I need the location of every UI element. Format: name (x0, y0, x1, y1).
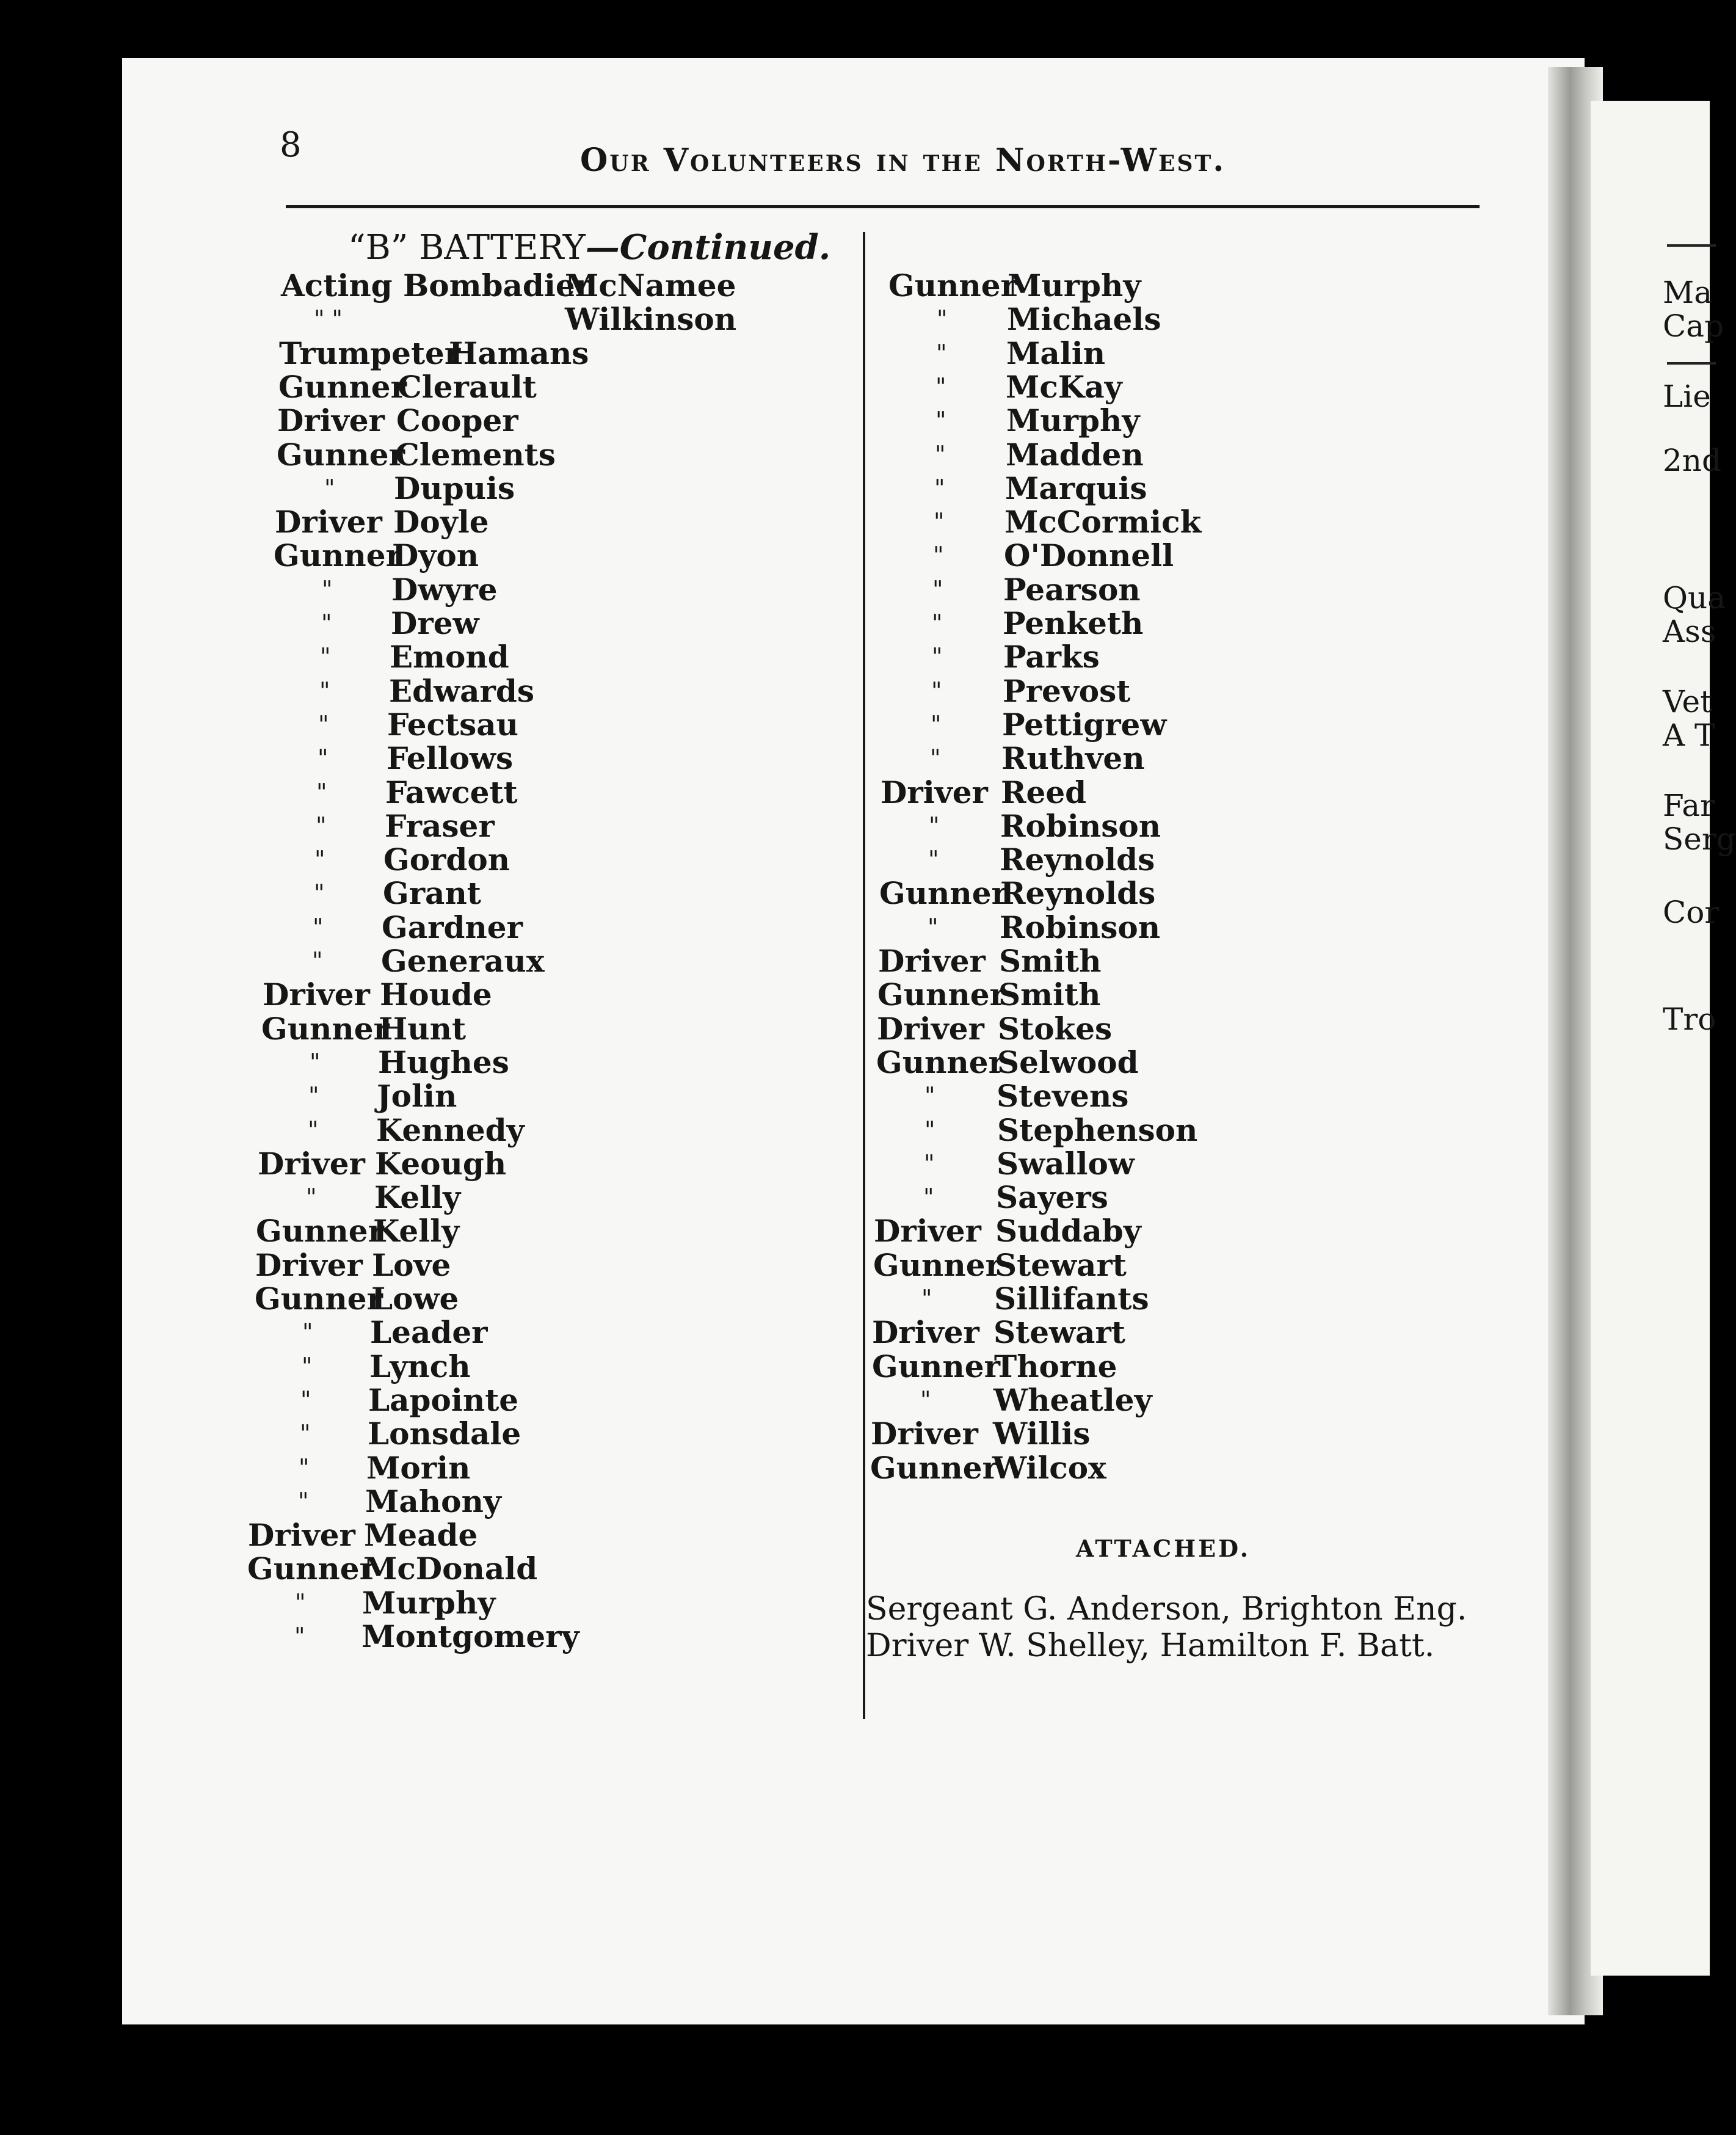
attached-line-2: Driver W. Shelley, Hamilton F. Batt. (866, 1628, 1435, 1664)
ditto-mark: " (928, 846, 939, 873)
ditto-mark: " (320, 643, 331, 670)
soldier-name: Willis (993, 1416, 1091, 1452)
ditto-mark: " " (314, 305, 343, 332)
soldier-name: Dyon (392, 537, 479, 573)
soldier-name: Kelly (373, 1213, 460, 1249)
ditto-mark: " (299, 1454, 310, 1481)
soldier-name: Lonsdale (368, 1416, 521, 1452)
soldier-name: Morin (366, 1450, 471, 1486)
ditto-mark: " (924, 1082, 935, 1109)
soldier-name: Robinson (1000, 808, 1161, 844)
ditto-mark: " (935, 407, 946, 434)
rank-label: Trumpeter (279, 335, 461, 371)
soldier-name: Lapointe (368, 1382, 519, 1418)
facing-page-fragment: A T (1663, 718, 1715, 753)
rank-label: Driver (248, 1517, 355, 1553)
column-rule-lower (863, 1099, 865, 1719)
rank-label: Driver (871, 1416, 978, 1452)
soldier-name: Stevens (997, 1078, 1129, 1114)
ditto-mark: " (937, 305, 948, 332)
ditto-mark: " (306, 1184, 317, 1210)
soldier-name: Leader (370, 1314, 488, 1350)
soldier-name: Sayers (996, 1179, 1108, 1215)
soldier-name: Hamans (449, 335, 589, 371)
soldier-name: Clements (395, 437, 556, 473)
soldier-name: Generaux (381, 943, 545, 979)
soldier-name: Fellows (387, 740, 514, 776)
soldier-name: Marquis (1005, 470, 1147, 506)
soldier-name: Dwyre (391, 572, 498, 608)
ditto-mark: " (318, 744, 329, 771)
soldier-name: Emond (390, 639, 509, 675)
soldier-name: Love (372, 1247, 451, 1283)
facing-page-fragment: Ass (1663, 614, 1716, 649)
soldier-name: Parks (1003, 639, 1100, 675)
soldier-name: Murphy (1006, 402, 1140, 438)
soldier-name: Wilkinson (565, 301, 737, 337)
ditto-mark: " (920, 1386, 931, 1413)
attached-heading: ATTACHED. (1076, 1535, 1251, 1562)
ditto-mark: " (930, 744, 941, 771)
ditto-mark: " (324, 475, 335, 501)
ditto-mark: " (936, 340, 947, 366)
rank-label: Gunner (261, 1011, 390, 1047)
facing-page-fragment: 2nd (1663, 443, 1722, 478)
section-continued: —Continued. (585, 227, 831, 267)
ditto-mark: " (924, 1116, 935, 1143)
soldier-name: Kennedy (376, 1112, 525, 1148)
soldier-name: Murphy (1008, 267, 1141, 304)
soldier-name: Kelly (374, 1179, 461, 1215)
ditto-mark: " (931, 711, 942, 738)
facing-page-fragment: Cor (1663, 895, 1720, 930)
running-head: Our Volunteers in the North-West. (580, 142, 1226, 179)
soldier-name: Gardner (382, 909, 523, 945)
soldier-name: Clerault (398, 369, 537, 405)
rank-label: Gunner (870, 1450, 998, 1486)
ditto-mark: " (935, 441, 946, 468)
section-title (348, 227, 830, 267)
ditto-mark: " (322, 576, 333, 603)
rank-label: Gunner (277, 437, 405, 473)
ditto-mark: " (294, 1623, 305, 1649)
soldier-name: Mahony (365, 1483, 501, 1519)
rank-label: Driver (255, 1247, 363, 1283)
rank-label: Acting Bombadier (281, 267, 592, 304)
soldier-name: Edwards (389, 673, 534, 709)
ditto-mark: " (295, 1589, 306, 1616)
ditto-mark: " (923, 1184, 934, 1210)
ditto-mark: " (313, 914, 324, 940)
ditto-mark: " (314, 846, 325, 873)
rank-label: Gunner (873, 1247, 1001, 1283)
rank-label: Driver (263, 977, 370, 1013)
rank-label: Driver (881, 774, 988, 810)
soldier-name: Grant (383, 875, 481, 911)
rank-label: Gunner (872, 1348, 1000, 1384)
ditto-mark: " (934, 475, 945, 501)
facing-page-edge (1591, 101, 1736, 1976)
soldier-name: Selwood (997, 1044, 1139, 1080)
facing-page-fragment: Ma (1663, 275, 1713, 310)
soldier-name: Houde (380, 977, 492, 1013)
ditto-mark: " (316, 779, 327, 806)
soldier-name: Lynch (369, 1348, 471, 1384)
soldier-name: Jolin (377, 1078, 457, 1114)
soldier-name: McKay (1006, 369, 1122, 405)
soldier-name: Murphy (362, 1585, 496, 1621)
ditto-mark: " (935, 373, 946, 400)
attached-line-1: Sergeant G. Anderson, Brighton Eng. (866, 1591, 1467, 1628)
rank-label: Gunner (879, 875, 1008, 911)
soldier-name: Malin (1006, 335, 1106, 371)
soldier-name: Dupuis (394, 470, 515, 506)
soldier-name: Pearson (1003, 572, 1141, 608)
ditto-mark: " (302, 1353, 313, 1380)
facing-page-rule (1667, 362, 1716, 365)
ditto-mark: " (308, 1116, 319, 1143)
facing-page-fragment: Cap (1663, 308, 1724, 344)
facing-page-rule (1667, 244, 1716, 247)
soldier-name: Meade (364, 1517, 478, 1553)
rank-label: Driver (878, 943, 986, 979)
rank-label: Driver (275, 504, 382, 540)
rank-label: Gunner (877, 977, 1006, 1013)
facing-page-fragment: Serg (1663, 821, 1736, 857)
rank-label: Driver (258, 1146, 365, 1182)
ditto-mark: " (929, 812, 940, 839)
facing-page-fragment: Qua (1663, 580, 1726, 616)
rank-label: Gunner (247, 1551, 376, 1587)
soldier-name: O'Donnell (1004, 537, 1174, 573)
soldier-name: McDonald (363, 1551, 538, 1587)
soldier-name: Lowe (371, 1281, 459, 1317)
ditto-mark: " (931, 677, 942, 704)
soldier-name: Smith (998, 977, 1101, 1013)
soldier-name: Stewart (993, 1314, 1125, 1350)
soldier-name: Robinson (1000, 909, 1161, 945)
soldier-name: Ruthven (1001, 740, 1145, 776)
ditto-mark: " (300, 1420, 311, 1447)
rank-label: Driver (277, 402, 385, 438)
facing-page-fragment: Lie (1663, 379, 1711, 414)
rank-label: Driver (877, 1011, 984, 1047)
soldier-name: Madden (1006, 437, 1144, 473)
soldier-name: Stewart (995, 1247, 1127, 1283)
rank-label: Gunner (256, 1213, 384, 1249)
rank-label: Driver (874, 1213, 981, 1249)
soldier-name: Cooper (396, 402, 518, 438)
soldier-name: Thorne (994, 1348, 1117, 1384)
soldier-name: Reynolds (1000, 875, 1156, 911)
soldier-name: Reed (1001, 774, 1087, 810)
soldier-name: Keough (375, 1146, 507, 1182)
soldier-name: Wilcox (992, 1450, 1106, 1486)
ditto-mark: " (312, 947, 323, 974)
facing-page-fragment: Far (1663, 788, 1715, 823)
ditto-mark: " (934, 508, 945, 535)
ditto-mark: " (298, 1488, 309, 1515)
ditto-mark: " (318, 711, 329, 738)
soldier-name: Drew (391, 605, 479, 641)
ditto-mark: " (319, 677, 330, 704)
soldier-name: Prevost (1003, 673, 1131, 709)
section-title-text: “B” BATTERY (348, 228, 586, 267)
soldier-name: McNamee (565, 267, 736, 304)
rank-label: Gunner (274, 537, 402, 573)
soldier-name: Michaels (1007, 301, 1161, 337)
ditto-mark: " (300, 1386, 311, 1413)
ditto-mark: " (308, 1082, 319, 1109)
soldier-name: Fawcett (385, 774, 518, 810)
soldier-name: Hunt (379, 1011, 467, 1047)
soldier-name: Penketh (1003, 605, 1144, 641)
soldier-name: Stephenson (997, 1112, 1198, 1148)
ditto-mark: " (316, 812, 327, 839)
soldier-name: Montgomery (361, 1618, 579, 1654)
soldier-name: Gordon (383, 842, 510, 878)
ditto-mark: " (928, 914, 939, 940)
ditto-mark: " (310, 1049, 321, 1075)
soldier-name: Fectsau (387, 707, 519, 743)
rank-label: Driver (872, 1314, 979, 1350)
page-number: 8 (280, 125, 302, 165)
rank-label: Gunner (278, 369, 407, 405)
ditto-mark: " (321, 609, 332, 636)
soldier-name: Reynolds (1000, 842, 1155, 878)
soldier-name: Swallow (997, 1146, 1135, 1182)
rank-label: Gunner (888, 267, 1017, 304)
column-rule-upper (863, 232, 865, 1099)
soldier-name: McCormick (1004, 504, 1202, 540)
rank-label: Gunner (255, 1281, 383, 1317)
ditto-mark: " (921, 1285, 932, 1312)
facing-page-fragment: Tro (1663, 1002, 1716, 1037)
rank-label: Gunner (876, 1044, 1004, 1080)
ditto-mark: " (302, 1318, 313, 1345)
soldier-name: Fraser (385, 808, 495, 844)
ditto-mark: " (932, 609, 943, 636)
soldier-name: Smith (999, 943, 1102, 979)
ditto-mark: " (933, 542, 944, 569)
soldier-name: Hughes (378, 1044, 509, 1080)
ditto-mark: " (932, 643, 943, 670)
facing-page-fragment: Vet (1663, 684, 1713, 719)
soldier-name: Wheatley (993, 1382, 1152, 1418)
soldier-name: Sillifants (994, 1281, 1149, 1317)
soldier-name: Pettigrew (1002, 707, 1167, 743)
header-rule (286, 205, 1480, 208)
soldier-name: Stokes (998, 1011, 1113, 1047)
soldier-name: Suddaby (995, 1213, 1141, 1249)
ditto-mark: " (924, 1150, 935, 1177)
ditto-mark: " (932, 576, 943, 603)
ditto-mark: " (314, 879, 325, 906)
soldier-name: Doyle (393, 504, 489, 540)
